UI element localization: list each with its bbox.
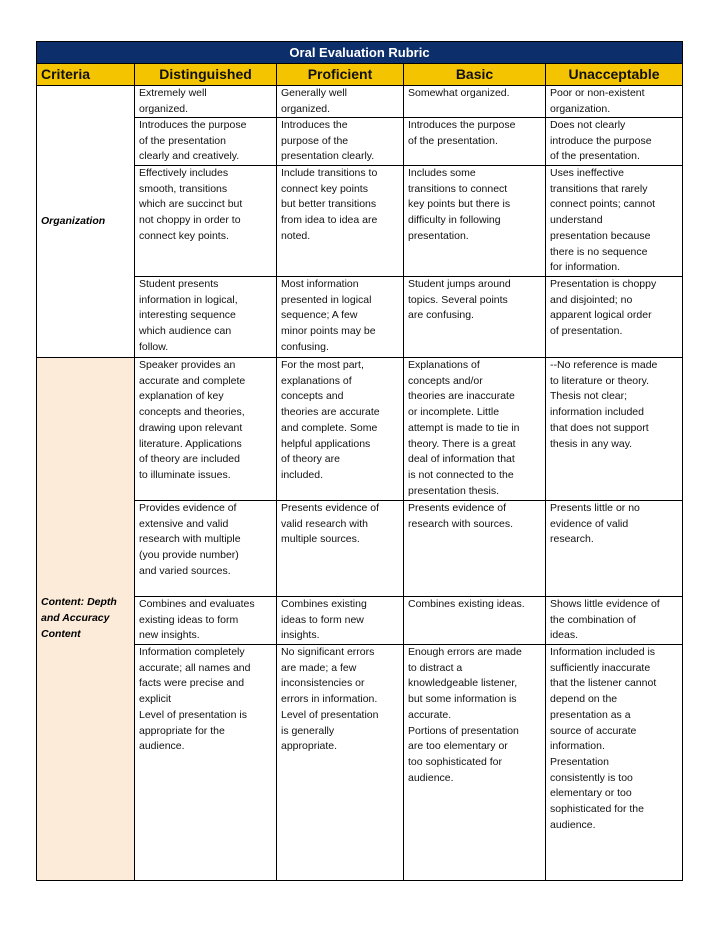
cell-distinguished: Information completely accurate; all names and facts were precise and explicit Level of presentation is appropriate for the audience.: [135, 645, 277, 880]
cell-distinguished: Student presents information in logical, interesting sequence which audience can follow.: [135, 277, 277, 357]
section-organization: [37, 86, 682, 358]
table-row: [135, 501, 682, 597]
cell-unacceptable: Poor or non-existent organization.: [550, 87, 645, 115]
cell-proficient: Introduces the purpose of the presentation clearly.: [277, 118, 404, 165]
cell-unacceptable: Information included is sufficiently inaccurate that the listener cannot depend on the presentation as a source of accurate information. Presentation consistently is too elementary or too sophisticated for the audience.: [550, 646, 657, 831]
cell-unacceptable: Does not clearly introduce the purpose of the presentation.: [550, 119, 652, 163]
header-row: [37, 64, 682, 86]
cell-distinguished: Introduces the purpose of the presentation clearly and creatively.: [135, 118, 277, 165]
criterion-organization: Organization: [37, 86, 135, 357]
table-row: [135, 277, 682, 357]
criterion-content: Content: Depth and Accuracy Content: [37, 358, 135, 880]
cell-unacceptable: Presents little or no evidence of valid research.: [550, 502, 640, 546]
table-row: [135, 118, 682, 166]
cell-unacceptable: Presentation is choppy and disjointed; no apparent logical order of presentation.: [550, 278, 657, 338]
header-basic: Basic: [404, 64, 546, 85]
cell-basic: Introduces the purpose of the presentation.: [404, 118, 546, 165]
table-row: [135, 645, 682, 880]
table-row: [135, 358, 682, 501]
cell-proficient: No significant errors are made; a few inconsistencies or errors in information. Level of presentation is generally appropriate.: [277, 645, 404, 880]
header-criteria: Criteria: [37, 64, 135, 85]
cell-distinguished: Extremely well organized.: [135, 86, 277, 117]
cell-proficient: For the most part, explanations of concepts and theories are accurate and complete. Some helpful applications of theory are included.: [277, 358, 404, 500]
header-proficient: Proficient: [277, 64, 404, 85]
cell-basic: Presents evidence of research with sources.: [404, 501, 546, 596]
cell-basic: Enough errors are made to distract a knowledgeable listener, but some information is accurate. Portions of presentation are too elementary or too sophisticated for audience.: [404, 645, 546, 880]
section-content: [37, 358, 682, 880]
table-row: [135, 86, 682, 118]
header-distinguished: Distinguished: [135, 64, 277, 85]
cell-distinguished: Provides evidence of extensive and valid research with multiple (you provide number) and varied sources.: [135, 501, 277, 596]
cell-unacceptable: Shows little evidence of the combination of ideas.: [550, 598, 660, 642]
table-row: [135, 597, 682, 645]
rubric-table: [36, 41, 683, 881]
cell-basic: Somewhat organized.: [404, 86, 546, 117]
table-row: [135, 166, 682, 277]
cell-distinguished: Combines and evaluates existing ideas to form new insights.: [135, 597, 277, 644]
cell-basic: Explanations of concepts and/or theories are inaccurate or incomplete. Little attempt is made to tie in theory. There is a great deal of information that is not connected to the presentation thesis.: [404, 358, 546, 500]
cell-basic: Student jumps around topics. Several points are confusing.: [404, 277, 546, 357]
cell-basic: Combines existing ideas.: [404, 597, 546, 644]
cell-proficient: Include transitions to connect key points but better transitions from idea to idea are noted.: [277, 166, 404, 276]
cell-unacceptable: Uses ineffective transitions that rarely connect points; cannot understand presentation because there is no sequence for information.: [550, 167, 656, 274]
cell-proficient: Combines existing ideas to form new insights.: [277, 597, 404, 644]
cell-proficient: Presents evidence of valid research with multiple sources.: [277, 501, 404, 596]
cell-proficient: Most information presented in logical sequence; A few minor points may be confusing.: [277, 277, 404, 357]
cell-proficient: Generally well organized.: [277, 86, 404, 117]
cell-basic: Includes some transitions to connect key points but there is difficulty in following presentation.: [404, 166, 546, 276]
rubric-title: Oral Evaluation Rubric: [37, 42, 682, 64]
cell-unacceptable: --No reference is made to literature or theory. Thesis not clear; information included that does not support thesis in any way.: [550, 359, 658, 450]
cell-distinguished: Speaker provides an accurate and complete explanation of key concepts and theories, drawing upon relevant literature. Applications of theory are included to illuminate issues.: [135, 358, 277, 500]
cell-distinguished: Effectively includes smooth, transitions which are succinct but not choppy in order to connect key points.: [135, 166, 277, 276]
header-unacceptable: Unacceptable: [568, 66, 660, 82]
